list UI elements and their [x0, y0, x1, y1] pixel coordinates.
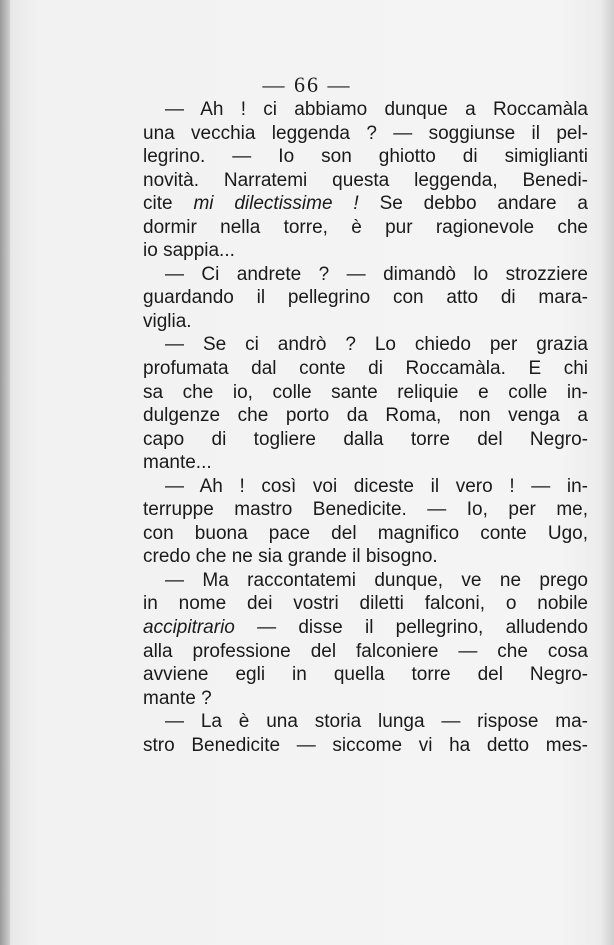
text-line: sa che io, colle sante reliquie e colle in-: [143, 381, 588, 403]
text-line: stro Benedicite — siccome vi ha detto mes-: [143, 734, 588, 756]
text-line: credo che ne sia grande il bisogno.: [143, 546, 438, 568]
text-line: in nome dei vostri diletti falconi, o nobile: [143, 593, 588, 615]
text-line: profumata dal conte di Roccamàla. E chi: [143, 358, 588, 380]
text-line: dormir nella torre, è pur ragionevole che: [143, 216, 588, 238]
text-line: dulgenze che porto da Roma, non venga a: [143, 405, 588, 427]
text-line: — La è una storia lunga — rispose ma-: [165, 711, 588, 733]
text-line: io sappia...: [143, 240, 235, 262]
page-number: — 66 —: [262, 72, 352, 97]
text-line: con buona pace del magnifico conte Ugo,: [143, 522, 588, 544]
text-segment: cite: [143, 193, 194, 215]
text-line: terruppe mastro Benedicite. — Io, per me,: [143, 499, 588, 521]
body-text: [143, 98, 588, 757]
text-line: guardando il pellegrino con atto di mara-: [143, 287, 588, 309]
text-line: — Ah ! ci abbiamo dunque a Roccamàla: [165, 99, 588, 120]
text-line: mante ?: [143, 687, 212, 709]
text-line: mante...: [143, 452, 212, 474]
italic-phrase: accipitrario: [143, 617, 235, 639]
text-line: novità. Narratemi questa leggenda, Benedi-: [143, 169, 588, 191]
text-line: viglia.: [143, 310, 192, 332]
text-line: capo di togliere dalla torre del Negro-: [143, 428, 588, 450]
text-line: — Ma raccontatemi dunque, ve ne prego: [165, 569, 588, 591]
text-line: una vecchia leggenda ? — soggiunse il pel-: [143, 122, 588, 144]
text-segment: Se debbo andare a: [358, 193, 588, 215]
text-line: avviene egli in quella torre del Negro-: [143, 664, 588, 686]
text-line: alla professione del falconiere — che cosa: [143, 640, 588, 662]
text-line: — Ah ! così voi diceste il vero ! — in-: [165, 475, 588, 497]
text-line: [143, 192, 588, 216]
italic-phrase: mi dilectissime !: [193, 193, 359, 215]
text-line: legrino. — Io son ghiotto di simiglianti: [143, 146, 588, 168]
text-line: [143, 616, 588, 640]
text-line: — Ci andrete ? — dimandò lo strozziere: [165, 263, 588, 285]
text-line: — Se ci andrò ? Lo chiedo per grazia: [165, 334, 588, 356]
text-segment: — disse il pellegrino, alludendo: [234, 617, 588, 639]
